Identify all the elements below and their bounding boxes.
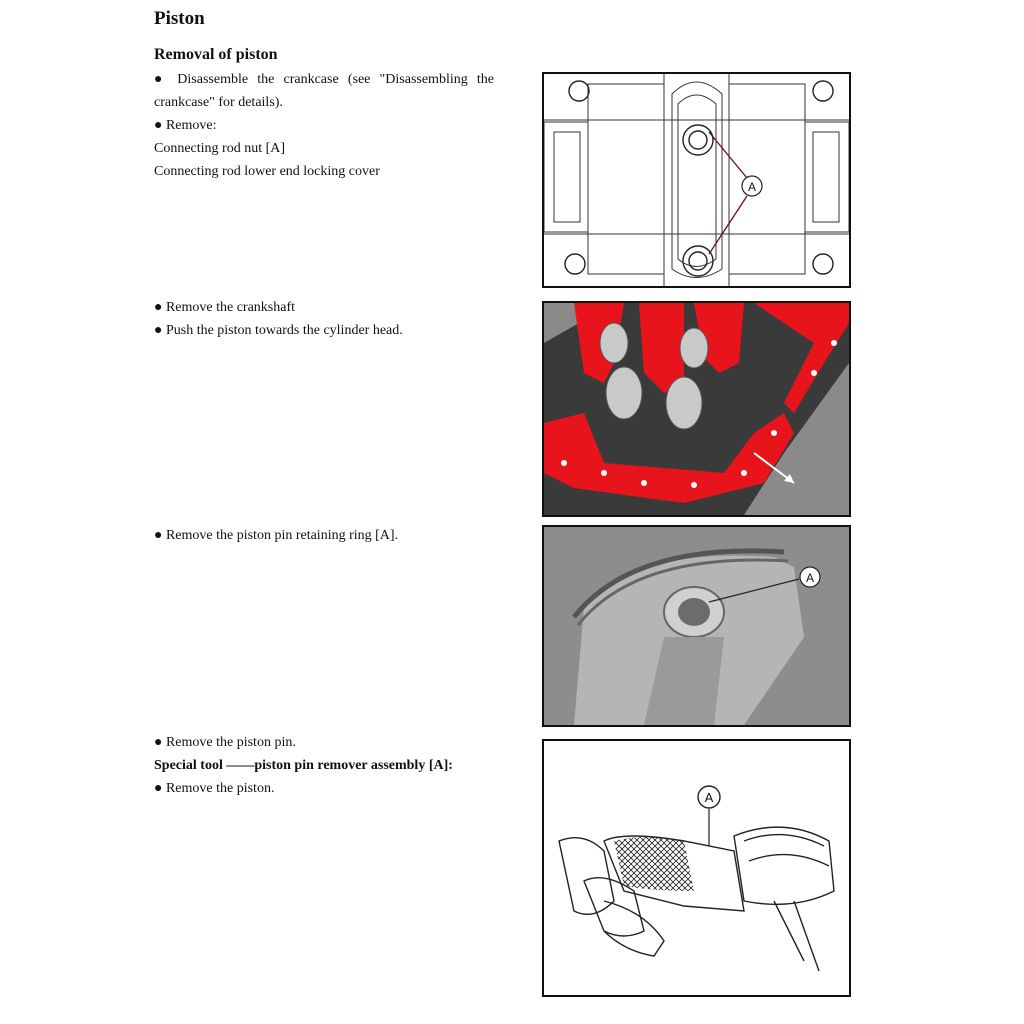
step-push-piston: ● Push the piston towards the cylinder head. — [154, 323, 403, 338]
part-locking-cover: Connecting rod lower end locking cover — [154, 164, 380, 179]
step-remove-retaining-ring: ● Remove the piston pin retaining ring [A]. — [154, 528, 399, 543]
figure-1-label: A — [747, 180, 757, 194]
section-subtitle: Removal of piston — [154, 46, 278, 63]
figure-piston-retaining-ring — [542, 525, 851, 727]
step-block-4 — [154, 731, 514, 800]
step-block-2 — [154, 296, 494, 342]
step-block-1 — [154, 68, 494, 183]
step-remove: ● Remove: — [154, 118, 217, 133]
figure-crankcase-drawing — [542, 72, 851, 288]
crankcase-drawing-illustration — [544, 74, 849, 286]
step-block-3 — [154, 524, 494, 547]
special-tool-line: Special tool ——piston pin remover assembly [A]: — [154, 758, 453, 773]
step-remove-crankshaft: ● Remove the crankshaft — [154, 300, 296, 315]
step-remove-piston: ● Remove the piston. — [154, 781, 275, 796]
crankcase-section-illustration — [544, 303, 849, 515]
pin-remover-illustration — [544, 741, 849, 995]
part-connecting-rod-nut: Connecting rod nut [A] — [154, 141, 286, 156]
step-disassemble-crankcase: ● Disassemble the crankcase (see "Disassembling the crankcase" for details). — [154, 72, 494, 110]
figure-4-label: A — [704, 790, 714, 805]
step-remove-piston-pin: ● Remove the piston pin. — [154, 735, 296, 750]
page-title: Piston — [154, 8, 205, 29]
figure-3-label: A — [805, 571, 815, 585]
figure-piston-pin-remover — [542, 739, 851, 997]
piston-photo-illustration — [544, 527, 849, 725]
figure-crankcase-section — [542, 301, 851, 517]
